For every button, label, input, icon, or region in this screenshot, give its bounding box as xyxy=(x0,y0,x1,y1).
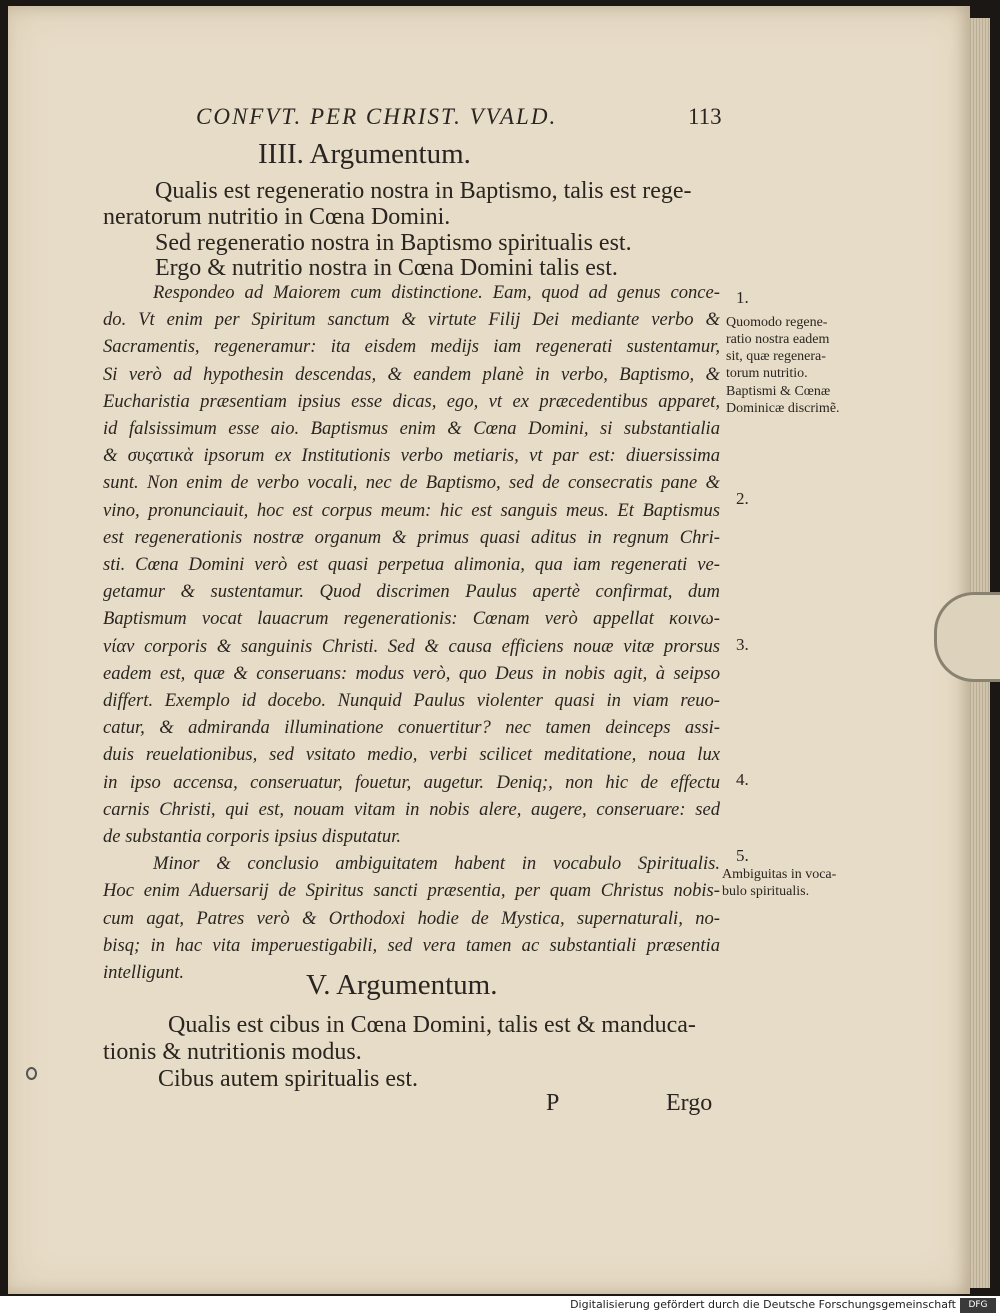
response-line: νίαν corporis & sanguinis Christi. Sed & causa efficiens nouæ vitæ prorsus xyxy=(103,635,720,657)
response-line: differt. Exemplo id docebo. Nunquid Paulus violenter quasi in viam reuo- xyxy=(103,690,720,712)
syllogism-v-line-3: Cibus autem spiritualis est. xyxy=(158,1066,418,1092)
response-line: bisq; in hac vita imperuestigabili, sed vera tamen ac substantiali præsentia xyxy=(103,934,720,956)
syllogism-v-line-1: Qualis est cibus in Cœna Domini, talis est & manduca- xyxy=(168,1012,696,1038)
response-line: cum agat, Patres verò & Orthodoxi hodie de Mystica, supernaturali, no- xyxy=(103,907,720,929)
running-head: CONFVT. PER CHRIST. VVALD. xyxy=(196,104,558,129)
response-line: getamur & sustentamur. Quod discrimen Paulus apertè confirmat, dum xyxy=(103,581,720,603)
margin-note-regeneratio: Quomodo regene- ratio nostra eadem sit, quæ regenera- torum nutritio. xyxy=(726,315,830,381)
response-line: Minor & conclusio ambiguitatem habent in vocabulo Spiritualis. xyxy=(153,853,720,875)
response-line: & συςατικὰ ipsorum ex Institutionis verbo metiaris, vt par est: diuersissima xyxy=(103,445,720,467)
page-number: 113 xyxy=(688,104,722,129)
response-line: carnis Christi, qui est, nouam vitam in nobis alere, augere, conseruare: sed xyxy=(103,798,720,820)
margin-note-discrimen: Baptismi & Cœnæ Dominicæ discrimẽ. xyxy=(726,384,840,416)
dfg-logo: DFG xyxy=(960,1298,996,1313)
response-line: Eucharistia præsentiam ipsius esse dicas, ego, vt ex præcedentibus apparet, xyxy=(103,390,720,412)
margin-number-1: 1. xyxy=(736,288,749,307)
catchword: Ergo xyxy=(666,1090,713,1116)
response-line: eadem est, quæ & conseruans: modus verò, quo Deus in nobis agit, à seipso xyxy=(103,662,720,684)
response-line: duis reuelationibus, sed vsitato medio, verbi scilicet meditatione, noua lux xyxy=(103,744,720,766)
syllogism-iv-line-4: Ergo & nutritio nostra in Cœna Domini talis est. xyxy=(155,255,618,281)
response-line: catur, & admiranda illuminatione conuertitur? nec tamen deinceps assi- xyxy=(103,717,720,739)
response-line: vino, pronunciauit, hoc est corpus meum: hic est sanguis meus. Et Baptismus xyxy=(103,499,720,521)
response-line: in ipso accensa, conseruatur, fouetur, augetur. Deniq;, non hic de effectu xyxy=(103,771,720,793)
margin-number-2: 2. xyxy=(736,489,749,508)
ink-spot xyxy=(26,1067,37,1080)
signature-mark: P xyxy=(546,1090,560,1116)
syllogism-v-line-2: tionis & nutritionis modus. xyxy=(103,1039,362,1065)
footer-bar xyxy=(0,1296,1000,1315)
syllogism-iv-line-3: Sed regeneratio nostra in Baptismo spiritualis est. xyxy=(155,230,632,256)
response-line: sunt. Non enim de verbo vocali, nec de Baptismo, sed de consecratis pane & xyxy=(103,472,720,494)
response-line: de substantia corporis ipsius disputatur. xyxy=(103,826,402,848)
margin-number-5: 5. xyxy=(736,846,749,865)
response-line: Baptismum vocat lauacrum regenerationis: Cœnam verò appellat κοινω- xyxy=(103,608,720,630)
response-line: Sacramentis, regeneramur: ita eisdem medijs iam regenerati sustentamur, xyxy=(103,336,720,358)
margin-number-3: 3. xyxy=(736,635,749,654)
response-line: sti. Cœna Domini verò est quasi perpetua alimonia, qua iam regenerati ve- xyxy=(103,554,720,576)
response-line: est regenerationis nostræ organum & primus quasi aditus in regnum Chri- xyxy=(103,526,720,548)
response-line: Si verò ad hypothesin descendas, & eandem planè in verbo, Baptismo, & xyxy=(103,363,720,385)
margin-note-ambiguitas: Ambiguitas in voca- bulo spiritualis. xyxy=(722,867,837,899)
response-line: Hoc enim Aduersarij de Spiritus sancti præsentia, per quam Christus nobis- xyxy=(103,880,720,902)
response-line: do. Vt enim per Spiritum sanctum & virtute Filij Dei mediante verbo & xyxy=(103,309,720,331)
heading-argument-iv: IIII. Argumentum. xyxy=(258,138,471,170)
syllogism-iv-line-1: Qualis est regeneratio nostra in Baptismo, talis est rege- xyxy=(155,178,692,204)
page-tab-marker xyxy=(934,592,1000,682)
response-line: id falsissimum esse aio. Baptismus enim & Cœna Domini, si substantialia xyxy=(103,418,720,440)
response-line: intelligunt. xyxy=(103,962,185,984)
footer-credit: Digitalisierung gefördert durch die Deutsche Forschungsgemeinschaft xyxy=(570,1298,956,1311)
response-text xyxy=(103,279,720,986)
heading-argument-v: V. Argumentum. xyxy=(306,969,498,1001)
syllogism-iv-line-2: neratorum nutritio in Cœna Domini. xyxy=(103,204,451,230)
margin-number-4: 4. xyxy=(736,770,749,789)
response-line: Respondeo ad Maiorem cum distinctione. Eam, quod ad genus conce- xyxy=(153,282,720,303)
